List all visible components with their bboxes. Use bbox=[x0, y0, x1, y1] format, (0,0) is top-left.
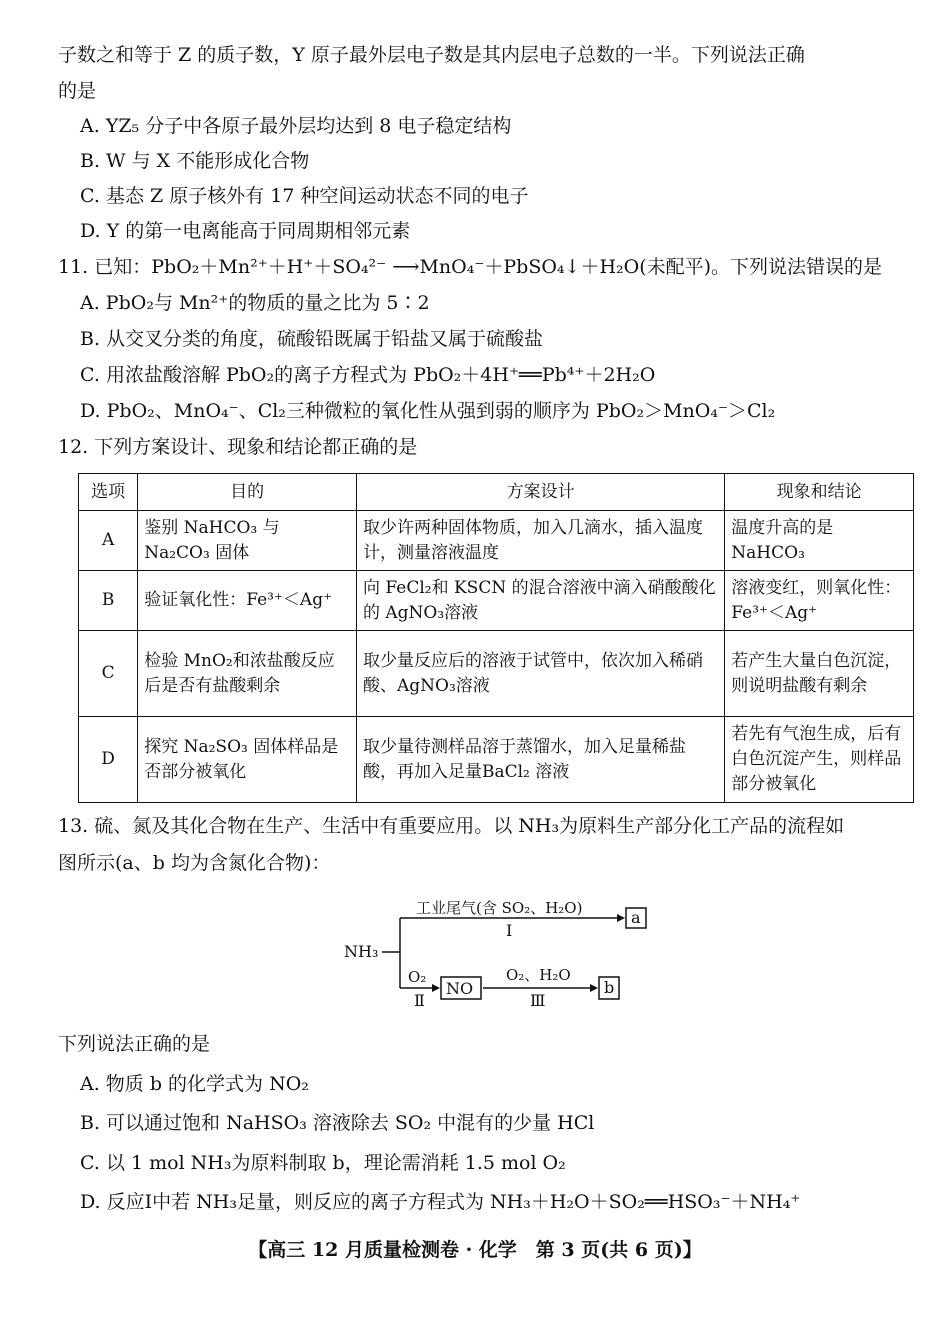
diagram-step-1: Ⅰ bbox=[506, 921, 513, 940]
row-goal: 探究 Na₂SO₃ 固体样品是否部分被氧化 bbox=[138, 717, 357, 803]
row-option: D bbox=[79, 717, 138, 803]
row-goal: 鉴别 NaHCO₃ 与 Na₂CO₃ 固体 bbox=[138, 511, 357, 571]
diagram-nh3: NH₃ bbox=[344, 942, 379, 961]
q11-option-b: B. 从交叉分类的角度，硫酸铅既属于铅盐又属于硫酸盐 bbox=[80, 328, 544, 350]
row-result: 若产生大量白色沉淀，则说明盐酸有剩余 bbox=[725, 631, 914, 717]
row-result: 温度升高的是 NaHCO₃ bbox=[725, 511, 914, 571]
row-option: C bbox=[79, 631, 138, 717]
q10-option-c: C. 基态 Z 原子核外有 17 种空间运动状态不同的电子 bbox=[80, 185, 529, 207]
table-row bbox=[79, 717, 914, 803]
page-footer: 【高三 12 月质量检测卷 · 化学 第 3 页(共 6 页)】 bbox=[248, 1239, 702, 1261]
row-goal: 验证氧化性：Fe³⁺＜Ag⁺ bbox=[138, 571, 357, 631]
table-row bbox=[79, 571, 914, 631]
q13-option-c: C. 以 1 mol NH₃为原料制取 b，理论需消耗 1.5 mol O₂ bbox=[80, 1152, 566, 1174]
row-result: 溶液变红，则氧化性：Fe³⁺＜Ag⁺ bbox=[725, 571, 914, 631]
q11-option-c: C. 用浓盐酸溶解 PbO₂的离子方程式为 PbO₂＋4H⁺══Pb⁴⁺＋2H₂O bbox=[80, 364, 656, 386]
row-plan: 取少量待测样品溶于蒸馏水，加入足量稀盐酸，再加入足量BaCl₂ 溶液 bbox=[356, 717, 724, 803]
row-plan: 取少许两种固体物质，加入几滴水，插入温度计，测量溶液温度 bbox=[356, 511, 724, 571]
row-option: A bbox=[79, 511, 138, 571]
q12-table bbox=[78, 473, 914, 803]
q10-option-b: B. W 与 X 不能形成化合物 bbox=[80, 150, 310, 172]
q13-stem-line1: 13. 硫、氮及其化合物在生产、生活中有重要应用。以 NH₃为原料生产部分化工产品的流程如 bbox=[58, 815, 845, 837]
diagram-step-2: Ⅱ bbox=[414, 991, 425, 1010]
q12-stem: 12. 下列方案设计、现象和结论都正确的是 bbox=[58, 436, 418, 458]
diagram-reagent-3: O₂、H₂O bbox=[506, 966, 571, 984]
table-row bbox=[79, 511, 914, 571]
table-row bbox=[79, 631, 914, 717]
row-result: 若先有气泡生成，后有白色沉淀产生，则样品部分被氧化 bbox=[725, 717, 914, 803]
header-result: 现象和结论 bbox=[725, 474, 914, 511]
row-plan: 取少量反应后的溶液于试管中，依次加入稀硝酸、AgNO₃溶液 bbox=[356, 631, 724, 717]
row-option: B bbox=[79, 571, 138, 631]
q13-flow-diagram bbox=[340, 888, 660, 1018]
header-goal: 目的 bbox=[138, 474, 357, 511]
q13-option-a: A. 物质 b 的化学式为 NO₂ bbox=[80, 1073, 309, 1095]
q10-option-a: A. YZ₅ 分子中各原子最外层均达到 8 电子稳定结构 bbox=[80, 115, 512, 137]
q10-stem-end: 的是 bbox=[58, 80, 97, 102]
q10-option-d: D. Y 的第一电离能高于同周期相邻元素 bbox=[80, 220, 411, 242]
q10-stem-continued: 子数之和等于 Z 的质子数，Y 原子最外层电子数是其内层电子总数的一半。下列说法正确 bbox=[58, 44, 805, 66]
q11-option-d: D. PbO₂、MnO₄⁻、Cl₂三种微粒的氧化性从强到弱的顺序为 PbO₂＞MnO₄⁻＞Cl₂ bbox=[80, 400, 776, 422]
header-plan: 方案设计 bbox=[356, 474, 724, 511]
q11-stem: 11. 已知：PbO₂＋Mn²⁺＋H⁺＋SO₄²⁻ ⟶MnO₄⁻＋PbSO₄↓＋H₂O(未配平)。下列说法错误的是 bbox=[58, 256, 883, 278]
diagram-product-a: a bbox=[631, 908, 641, 927]
table-header-row bbox=[79, 474, 914, 511]
diagram-o2: O₂ bbox=[408, 968, 427, 986]
header-option: 选项 bbox=[79, 474, 138, 511]
diagram-top-reagent: 工业尾气(含 SO₂、H₂O) bbox=[416, 899, 583, 917]
diagram-product-b: b bbox=[604, 978, 615, 997]
q13-stem-line2: 图所示(a、b 均为含氮化合物)： bbox=[58, 852, 331, 874]
diagram-top-arrowhead bbox=[617, 914, 625, 922]
diagram-arrowhead-3 bbox=[590, 984, 598, 992]
row-plan: 向 FeCl₂和 KSCN 的混合溶液中滴入硝酸酸化的 AgNO₃溶液 bbox=[356, 571, 724, 631]
row-goal: 检验 MnO₂和浓盐酸反应后是否有盐酸剩余 bbox=[138, 631, 357, 717]
diagram-arrowhead-2 bbox=[432, 984, 440, 992]
q13-option-b: B. 可以通过饱和 NaHSO₃ 溶液除去 SO₂ 中混有的少量 HCl bbox=[80, 1112, 595, 1134]
diagram-no: NO bbox=[446, 979, 474, 998]
q13-option-d: D. 反应Ⅰ中若 NH₃足量，则反应的离子方程式为 NH₃＋H₂O＋SO₂══HSO₃⁻＋NH₄⁺ bbox=[80, 1191, 801, 1213]
diagram-step-3: Ⅲ bbox=[530, 991, 546, 1010]
q11-option-a: A. PbO₂与 Mn²⁺的物质的量之比为 5∶2 bbox=[80, 292, 430, 314]
q13-prompt: 下列说法正确的是 bbox=[58, 1033, 211, 1055]
